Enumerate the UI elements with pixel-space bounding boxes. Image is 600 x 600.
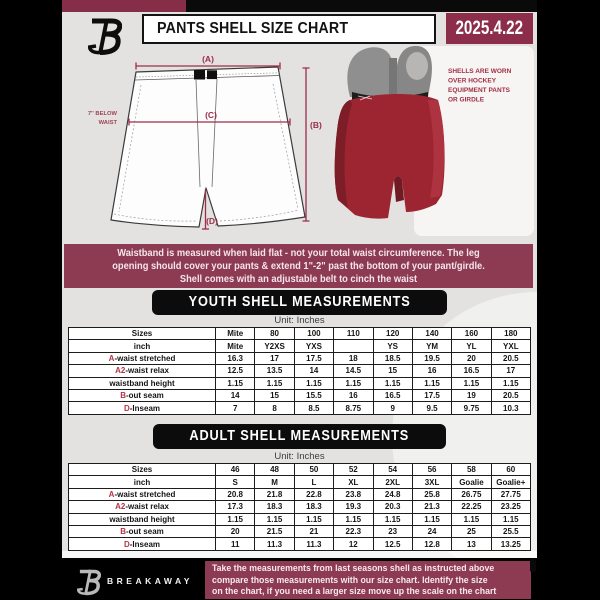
value-cell: 110 [334,328,373,340]
youth-heading-text: YOUTH SHELL MEASUREMENTS [188,293,411,310]
value-cell: 19.3 [334,501,373,513]
value-cell: 58 [452,464,491,476]
value-cell: 16.5 [452,365,491,377]
value-cell: 14.5 [334,365,373,377]
info-banner [64,244,533,288]
value-cell: 9.75 [452,402,491,414]
value-cell: 13 [452,538,491,550]
shorts-outline-drawing [111,67,305,227]
photo-caption [448,68,512,104]
row-label: D-Inseam [69,538,216,550]
page-title: PANTS SHELL SIZE CHART [157,20,349,37]
row-label: inch [69,476,216,488]
value-cell: 1.15 [412,513,451,525]
table-row [69,464,531,476]
value-cell: 1.15 [294,377,333,389]
table-row [69,377,531,389]
value-cell: Goalie [452,476,491,488]
value-cell: 12.5 [216,365,255,377]
table-row [69,525,531,537]
value-cell: 18 [334,352,373,364]
adult-measurements-table [68,463,531,551]
value-cell: 11.3 [255,538,294,550]
value-cell: 20 [452,352,491,364]
pad-highlight [406,52,428,80]
value-cell: 1.15 [491,377,530,389]
value-cell: 1.15 [452,377,491,389]
value-cell: 1.15 [412,377,451,389]
top-accent-bar-black [186,0,537,12]
table-row [69,488,531,500]
value-cell: M [255,476,294,488]
value-cell: Goalie+ [491,476,530,488]
row-label: A-waist stretched [69,488,216,500]
value-cell: 16.5 [373,389,412,401]
value-cell: 16.3 [216,352,255,364]
value-cell: YL [452,340,491,352]
value-cell: 22.25 [452,501,491,513]
value-cell: 23 [373,525,412,537]
value-cell: YXL [491,340,530,352]
caption-line2: OVER HOCKEY [448,77,497,85]
value-cell: 9 [373,402,412,414]
value-cell: 8 [255,402,294,414]
value-cell: 1.15 [373,513,412,525]
value-cell: 12.5 [373,538,412,550]
value-cell: 160 [452,328,491,340]
measurement-diagram [62,45,537,243]
value-cell: 11 [216,538,255,550]
youth-heading-pill [152,290,447,315]
value-cell: 22.8 [294,488,333,500]
value-cell: 22.3 [334,525,373,537]
value-cell: 23.8 [334,488,373,500]
value-cell: 25 [452,525,491,537]
table-row [69,402,531,414]
value-cell: 10.3 [491,402,530,414]
breakaway-footer-logo-icon [77,568,101,596]
youth-measurements-table [68,327,531,415]
value-cell: 52 [334,464,373,476]
value-cell: 140 [412,328,451,340]
waist-note-line2: WAIST [98,120,117,126]
text-cursor-icon [530,559,536,572]
value-cell: 19.5 [412,352,451,364]
value-cell [334,340,373,352]
table-row [69,328,531,340]
table-row [69,340,531,352]
row-label-prefix: A [108,489,115,499]
value-cell: 18.5 [373,352,412,364]
value-cell: 7 [216,402,255,414]
top-accent-bar-maroon [62,0,186,12]
caption-line3: EQUIPMENT PANTS [448,87,510,94]
value-cell: L [294,476,333,488]
value-cell: 17.5 [294,352,333,364]
row-label: B-out seam [69,525,216,537]
value-cell: 23.25 [491,501,530,513]
row-label-prefix: B [120,527,126,537]
value-cell: 1.15 [216,513,255,525]
value-cell: S [216,476,255,488]
value-cell: 15.5 [294,389,333,401]
value-cell: 46 [216,464,255,476]
value-cell: 24 [412,525,451,537]
value-cell: 1.15 [255,377,294,389]
value-cell: 27.75 [491,488,530,500]
value-cell: 50 [294,464,333,476]
value-cell: 21.3 [412,501,451,513]
row-label-prefix: A2 [115,502,126,512]
value-cell: 13.25 [491,538,530,550]
value-cell: 56 [412,464,451,476]
belt-buckle-right [207,70,217,79]
value-cell: 13.5 [255,365,294,377]
value-cell: 20.8 [216,488,255,500]
row-label: A2-waist relax [69,365,216,377]
row-label: waistband height [69,513,216,525]
value-cell: 14 [294,365,333,377]
value-cell: YM [412,340,451,352]
adult-section-heading [62,424,537,449]
value-cell: 21.5 [255,525,294,537]
row-label-prefix: D [123,403,130,413]
shoulder-pad-left [347,47,392,97]
size-chart-page [62,0,537,558]
value-cell: 17.5 [412,389,451,401]
belt-buckle-left [194,70,205,80]
row-label: Sizes [69,328,216,340]
footer-line2: compare those measurements with our size chart. Identify the size [212,574,488,585]
page-title-box [142,14,436,44]
value-cell: 1.15 [255,513,294,525]
value-cell: Mite [216,340,255,352]
youth-section-heading [62,290,537,315]
value-cell: 1.15 [334,513,373,525]
footer-instructions-box [205,561,531,599]
table-row [69,538,531,550]
value-cell: Y2XS [255,340,294,352]
value-cell: 25.5 [491,525,530,537]
table-row [69,352,531,364]
row-label: A2-waist relax [69,501,216,513]
value-cell: 80 [255,328,294,340]
value-cell: 18.3 [294,501,333,513]
value-cell: 19 [452,389,491,401]
row-label: A-waist stretched [69,352,216,364]
value-cell: 16 [334,389,373,401]
value-cell: 9.5 [412,402,451,414]
value-cell: 24.8 [373,488,412,500]
value-cell: YS [373,340,412,352]
value-cell: 15 [255,389,294,401]
value-cell: 12 [334,538,373,550]
row-label: Sizes [69,464,216,476]
red-shell [335,94,445,219]
value-cell: 15 [373,365,412,377]
pad-strap [389,58,397,96]
value-cell: 20.5 [491,352,530,364]
value-cell: 1.15 [334,377,373,389]
value-cell: 3XL [412,476,451,488]
value-cell: 180 [491,328,530,340]
value-cell: 26.75 [452,488,491,500]
label-C: (C) [205,110,217,120]
table-row [69,501,531,513]
value-cell: 16 [412,365,451,377]
brand-wordmark: BREAKAWAY [107,576,193,586]
value-cell: Mite [216,328,255,340]
info-banner-line1: Waistband is measured when laid flat - not your total waist circumference. The leg [117,248,480,259]
value-cell: 21 [294,525,333,537]
hockey-pants-photo [335,46,445,219]
row-label-prefix: D [123,539,130,549]
value-cell: 20.3 [373,501,412,513]
value-cell: 17.3 [216,501,255,513]
value-cell: 17 [491,365,530,377]
adult-unit-label: Unit: Inches [274,451,325,462]
label-B: (B) [310,120,322,130]
value-cell: 21.8 [255,488,294,500]
info-banner-line2: opening should cover your pants & extend 1"-2" past the bottom of your pant/girdle. [112,261,485,272]
value-cell: 1.15 [294,513,333,525]
row-label: D-Inseam [69,402,216,414]
value-cell: 1.15 [491,513,530,525]
date-text: 2025.4.22 [455,17,524,39]
value-cell: XL [334,476,373,488]
row-label-prefix: A2 [115,366,126,376]
value-cell: 1.15 [216,377,255,389]
value-cell: 54 [373,464,412,476]
value-cell: 8.5 [294,402,333,414]
adult-heading-pill [153,424,445,449]
shorts-body [111,67,305,227]
row-label: waistband height [69,377,216,389]
value-cell: 120 [373,328,412,340]
caption-line1: SHELLS ARE WORN [448,68,512,75]
page-bottom-fade [62,551,537,558]
value-cell: 1.15 [373,377,412,389]
waist-note-line1: 7'' BELOW [87,111,117,117]
value-cell: YXS [294,340,333,352]
value-cell: 8.75 [334,402,373,414]
footer-line3: on the chart, if you need a larger size move up the scale on the chart [212,586,497,596]
row-label-prefix: B [120,391,126,401]
value-cell: 18.3 [255,501,294,513]
table-row [69,476,531,488]
row-label: inch [69,340,216,352]
youth-unit-label: Unit: Inches [274,315,325,326]
value-cell: 60 [491,464,530,476]
value-cell: 12.8 [412,538,451,550]
table-row [69,389,531,401]
value-cell: 48 [255,464,294,476]
value-cell: 1.15 [452,513,491,525]
value-cell: 11.3 [294,538,333,550]
value-cell: 2XL [373,476,412,488]
adult-heading-text: ADULT SHELL MEASUREMENTS [189,427,410,444]
value-cell: 100 [294,328,333,340]
footer-line1: Take the measurements from last seasons shell as instructed above [212,563,495,573]
value-cell: 17 [255,352,294,364]
table-row [69,513,531,525]
row-label: B-out seam [69,389,216,401]
table-row [69,365,531,377]
row-label-prefix: A [108,353,115,363]
info-banner-line3: Shell comes with an adjustable belt to cinch the waist [179,274,418,285]
caption-line4: OR GIRDLE [448,96,485,104]
value-cell: 20 [216,525,255,537]
label-D: (D) [206,216,218,226]
value-cell: 20.5 [491,389,530,401]
label-A: (A) [202,54,214,64]
value-cell: 14 [216,389,255,401]
value-cell: 25.8 [412,488,451,500]
date-badge [446,13,533,44]
